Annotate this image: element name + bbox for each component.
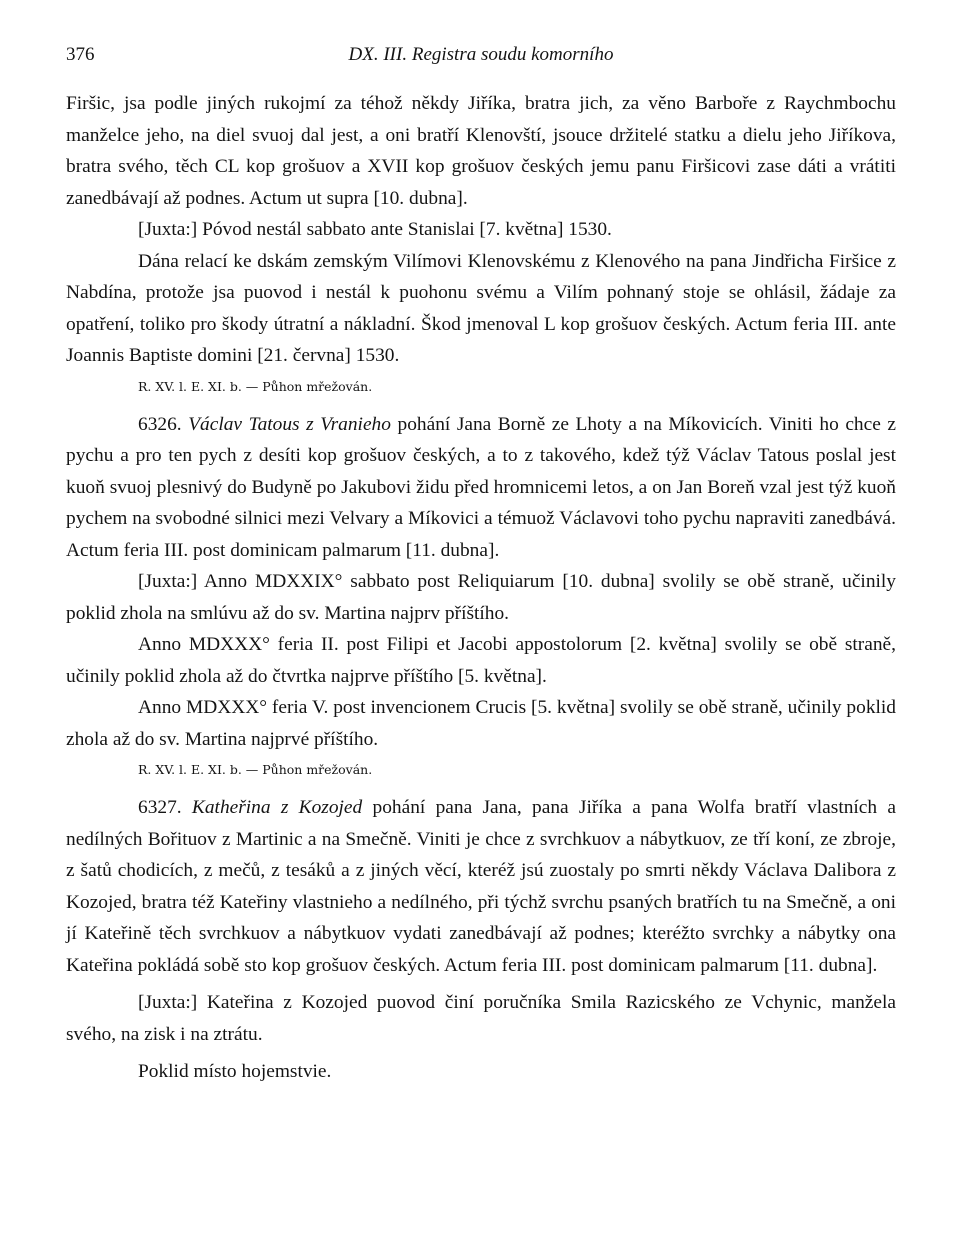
entry-body: pohání pana Jana, pana Jiříka a pana Wolfa bratří vlastních a nedílných Bořituov z Martinic a na Smečně. Viniti je chce z svrchkuov a nábytkuov, ze tří koní, ze zbroje, z šatů chodicích, z mečů, z tesáků a z jiných věcí, kteréž jsú zuostaly po smrti někdy Václava Dalibora z Kozojed, bratra též Kateřiny vlastnieho a nedílného, při týchž svrchu psaných bratřích tu na Smečně, a oni jí Kateřině těch svrchkuov a nábytkuov vydati zanedbávají až podnes; kteréžto svrchky a nábytky ona Kateřina pokládá sobě sto kop grošuov českých. Actum feria III. post dominicam palmarum [11. dubna]. [66,797,896,976]
juxta-note: Anno MDXXX° feria V. post invencionem Crucis [5. května] svolily se obě straně, učinily poklid zhola až do sv. Martina najprvé příštího. [66,697,896,750]
entry-body: pohání Jana Borně ze Lhoty a na Míkovicích. Viniti ho chce z pychu a pro ten pych z desíti kop grošuov českých, a to z takového, kdež týž Václav Tatous poslal jest kuoň svuoj plesnivý do Budyně po Jakubovi židu před hromnicemi letos, a on Jan Boreň vzal jest týž kuoň pychem na svobodné silnici mezi Velvary a Míkovici a témuož Václavovi toho pychu napraviti zanedbává. Actum feria III. post dominicam palmarum [11. dubna]. [66,413,896,561]
entry-title: Václav Tatous z Vranieho [188,413,391,435]
paragraph-continuation: Firšic, jsa podle jiných rukojmí za téhož někdy Jiříka, bratra jich, za věno Barboře z Raychmbochu manželce jeho, na diel svuoj dal jest, a oni bratří Klenovští, jsouce držitelé statku a dielu jeho Jiříkova, bratra svého, těch CL kop grošuov a XVII kop grošuov českých jemu panu Firšicovi zase dáti a vrátiti zanedbávají až podnes. Actum ut supra [10. dubna]. [66,93,896,209]
entry-6327 [66,792,896,981]
closing-note: Poklid místo hojemstvie. [138,1061,332,1082]
source-reference: R. XV. l. E. XI. b. — Půhon mřežován. [138,378,373,394]
page-number: 376 [66,44,95,65]
entry-number: 6326. [138,413,182,435]
running-title: DX. III. Registra soudu komorního [348,44,614,65]
entry-6326 [66,409,896,567]
juxta-note: [Juxta:] Anno MDXXIX° sabbato post Reliquiarum [10. dubna] svolily se obě straně, učinily poklid zhola na smlúvu až do sv. Martina najprv příštího. [66,571,896,624]
entry-number: 6327. [138,797,182,818]
page-content [66,88,896,1088]
juxta-note: [Juxta:] Póvod nestál sabbato ante Stanislai [7. května] 1530. [138,219,612,240]
entry-title: Katheřina z Kozojed [191,797,363,818]
page-header [66,44,896,74]
juxta-note: [Juxta:] Kateřina z Kozojed puovod činí poručníka Smila Razicského ze Vchynic, manžela svého, na zisk i na ztrátu. [66,992,896,1045]
juxta-note: Anno MDXXX° feria II. post Filipi et Jacobi appostolorum [2. května] svolily se obě straně, učinily poklid zhola až do čtvrtka najprve příštího [5. května]. [66,634,896,687]
source-reference: R. XV. l. E. XI. b. — Půhon mřežován. [138,762,373,777]
paragraph-relation: Dána relací ke dskám zemským Vilímovi Klenovskému z Klenového na pana Jindřicha Firšice z Nabdína, protože jsa puovod i nestál k puohonu svému a Vilím pohnaný stoje se ohlásil, žádaje za opatření, toliko pro škody útratní a nákladní. Škod jmenoval L kop grošuov českých. Actum feria III. ante Joannis Baptiste domini [21. června] 1530. [66,250,896,366]
